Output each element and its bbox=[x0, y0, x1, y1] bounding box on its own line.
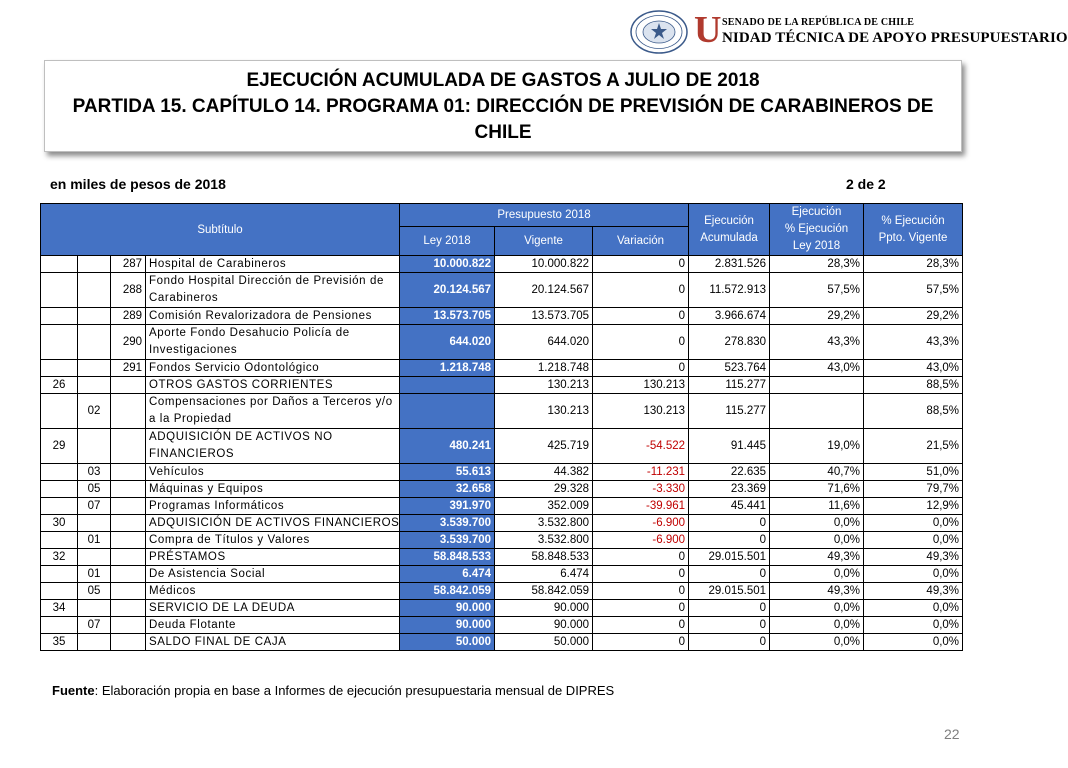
table-row bbox=[41, 308, 963, 325]
ley-cell: 58.848.533 bbox=[400, 549, 495, 566]
subtitulo-cell: 26 bbox=[41, 377, 78, 394]
subtitulo-cell bbox=[41, 617, 78, 634]
ejecucion-cell: 45.441 bbox=[689, 498, 770, 515]
page-indicator: 2 de 2 bbox=[846, 176, 886, 192]
pct-vigente-cell: 29,2% bbox=[864, 308, 963, 325]
header-pct-ley bbox=[770, 204, 864, 256]
item-cell: 07 bbox=[78, 498, 111, 515]
ley-cell: 391.970 bbox=[400, 498, 495, 515]
header-ejec-acum-line2: Acumulada bbox=[700, 231, 758, 244]
vigente-cell: 58.842.059 bbox=[495, 583, 593, 600]
pct-ley-cell: 49,3% bbox=[770, 549, 864, 566]
pct-vigente-cell: 49,3% bbox=[864, 549, 963, 566]
variacion-cell: 0 bbox=[593, 360, 689, 377]
header-variacion: Variación bbox=[593, 226, 689, 255]
ley-cell: 3.539.700 bbox=[400, 515, 495, 532]
ley-cell: 480.241 bbox=[400, 429, 495, 464]
header-pct-vig-line1: % Ejecución bbox=[881, 214, 945, 227]
table-row bbox=[41, 498, 963, 515]
ejecucion-cell: 0 bbox=[689, 515, 770, 532]
pct-ley-cell: 11,6% bbox=[770, 498, 864, 515]
description-cell: ADQUISICIÓN DE ACTIVOS FINANCIEROS bbox=[146, 515, 400, 532]
pct-vigente-cell: 51,0% bbox=[864, 464, 963, 481]
pct-ley-cell bbox=[770, 377, 864, 394]
pct-vigente-cell: 0,0% bbox=[864, 600, 963, 617]
item-cell bbox=[78, 325, 111, 360]
description-cell: Máquinas y Equipos bbox=[146, 481, 400, 498]
vigente-cell: 90.000 bbox=[495, 600, 593, 617]
table-row bbox=[41, 394, 963, 429]
asignacion-cell: 287 bbox=[111, 256, 146, 273]
vigente-cell: 50.000 bbox=[495, 634, 593, 651]
subtitulo-cell bbox=[41, 481, 78, 498]
subtitulo-cell bbox=[41, 583, 78, 600]
pct-vigente-cell: 0,0% bbox=[864, 617, 963, 634]
asignacion-cell bbox=[111, 532, 146, 549]
table-row bbox=[41, 464, 963, 481]
variacion-cell: 0 bbox=[593, 256, 689, 273]
table-row bbox=[41, 360, 963, 377]
item-cell bbox=[78, 429, 111, 464]
item-cell: 05 bbox=[78, 583, 111, 600]
table-row bbox=[41, 617, 963, 634]
ley-cell: 55.613 bbox=[400, 464, 495, 481]
table-row bbox=[41, 515, 963, 532]
source-text: : Elaboración propia en base a Informes de ejecución presupuestaria mensual de DIPRES bbox=[94, 683, 615, 698]
vigente-cell: 6.474 bbox=[495, 566, 593, 583]
ley-cell: 50.000 bbox=[400, 634, 495, 651]
asignacion-cell bbox=[111, 515, 146, 532]
asignacion-cell bbox=[111, 481, 146, 498]
table-row bbox=[41, 566, 963, 583]
vigente-cell: 352.009 bbox=[495, 498, 593, 515]
asignacion-cell bbox=[111, 464, 146, 481]
table-row bbox=[41, 634, 963, 651]
subtitulo-cell: 35 bbox=[41, 634, 78, 651]
description-cell: OTROS GASTOS CORRIENTES bbox=[146, 377, 400, 394]
vigente-cell: 425.719 bbox=[495, 429, 593, 464]
slide-number: 22 bbox=[944, 726, 960, 742]
ley-cell: 58.842.059 bbox=[400, 583, 495, 600]
variacion-cell: 0 bbox=[593, 600, 689, 617]
subtitulo-cell bbox=[41, 464, 78, 481]
subtitulo-cell bbox=[41, 566, 78, 583]
item-cell: 01 bbox=[78, 532, 111, 549]
subtitulo-cell bbox=[41, 308, 78, 325]
subtitulo-cell bbox=[41, 532, 78, 549]
variacion-cell: -54.522 bbox=[593, 429, 689, 464]
ley-cell: 90.000 bbox=[400, 600, 495, 617]
table-row bbox=[41, 583, 963, 600]
pct-vigente-cell: 21,5% bbox=[864, 429, 963, 464]
item-cell bbox=[78, 515, 111, 532]
title-line-2: PARTIDA 15. CAPÍTULO 14. PROGRAMA 01: DIRECCIÓN DE PREVISIÓN DE CARABINEROS DE bbox=[72, 96, 934, 117]
ley-cell: 90.000 bbox=[400, 617, 495, 634]
variacion-cell: -11.231 bbox=[593, 464, 689, 481]
vigente-cell: 58.848.533 bbox=[495, 549, 593, 566]
description-cell: Aporte Fondo Desahucio Policía de Investigaciones bbox=[146, 325, 400, 360]
ejecucion-cell: 0 bbox=[689, 634, 770, 651]
item-cell bbox=[78, 600, 111, 617]
ejecucion-cell: 91.445 bbox=[689, 429, 770, 464]
asignacion-cell bbox=[111, 583, 146, 600]
item-cell: 07 bbox=[78, 617, 111, 634]
header-subtitulo: Subtítulo bbox=[41, 204, 400, 256]
asignacion-cell bbox=[111, 600, 146, 617]
description-cell: Hospital de Carabineros bbox=[146, 256, 400, 273]
subtitulo-cell bbox=[41, 498, 78, 515]
pct-ley-cell: 0,0% bbox=[770, 617, 864, 634]
header-presupuesto: Presupuesto 2018 bbox=[400, 204, 689, 227]
ley-cell: 1.218.748 bbox=[400, 360, 495, 377]
vigente-cell: 3.532.800 bbox=[495, 532, 593, 549]
ley-cell: 6.474 bbox=[400, 566, 495, 583]
asignacion-cell: 291 bbox=[111, 360, 146, 377]
header-ejecucion-acumulada bbox=[689, 204, 770, 256]
pct-vigente-cell: 57,5% bbox=[864, 273, 963, 308]
table-row bbox=[41, 256, 963, 273]
ejecucion-cell: 115.277 bbox=[689, 394, 770, 429]
description-cell: ADQUISICIÓN DE ACTIVOS NO FINANCIEROS bbox=[146, 429, 400, 464]
variacion-cell: -39.961 bbox=[593, 498, 689, 515]
asignacion-cell: 288 bbox=[111, 273, 146, 308]
item-cell: 05 bbox=[78, 481, 111, 498]
vigente-cell: 10.000.822 bbox=[495, 256, 593, 273]
pct-ley-cell: 0,0% bbox=[770, 532, 864, 549]
variacion-cell: 0 bbox=[593, 583, 689, 600]
ley-cell: 644.020 bbox=[400, 325, 495, 360]
vigente-cell: 90.000 bbox=[495, 617, 593, 634]
description-cell: Vehículos bbox=[146, 464, 400, 481]
pct-vigente-cell: 88,5% bbox=[864, 377, 963, 394]
table-row bbox=[41, 273, 963, 308]
pct-ley-cell: 57,5% bbox=[770, 273, 864, 308]
ejecucion-cell: 0 bbox=[689, 617, 770, 634]
vigente-cell: 130.213 bbox=[495, 394, 593, 429]
description-cell: Fondos Servicio Odontológico bbox=[146, 360, 400, 377]
ejecucion-cell: 2.831.526 bbox=[689, 256, 770, 273]
ejecucion-cell: 23.369 bbox=[689, 481, 770, 498]
variacion-cell: -6.900 bbox=[593, 532, 689, 549]
pct-ley-cell: 0,0% bbox=[770, 515, 864, 532]
header-pct-ley-line3: Ley 2018 bbox=[792, 240, 841, 252]
brand-unit-text: NIDAD TÉCNICA DE APOYO PRESUPUESTARIO bbox=[722, 30, 1068, 46]
pct-vigente-cell: 43,3% bbox=[864, 325, 963, 360]
subtitulo-cell bbox=[41, 256, 78, 273]
vigente-cell: 130.213 bbox=[495, 377, 593, 394]
vigente-cell: 20.124.567 bbox=[495, 273, 593, 308]
asignacion-cell bbox=[111, 394, 146, 429]
table-row bbox=[41, 532, 963, 549]
vigente-cell: 644.020 bbox=[495, 325, 593, 360]
source-note bbox=[52, 683, 614, 698]
item-cell bbox=[78, 634, 111, 651]
pct-vigente-cell: 79,7% bbox=[864, 481, 963, 498]
variacion-cell: 0 bbox=[593, 566, 689, 583]
ley-cell bbox=[400, 394, 495, 429]
senate-seal-logo bbox=[630, 10, 688, 54]
header-pct-ley-line1: Ejecución bbox=[791, 206, 842, 218]
description-cell: Compra de Títulos y Valores bbox=[146, 532, 400, 549]
pct-vigente-cell: 49,3% bbox=[864, 583, 963, 600]
header-pct-vigente bbox=[864, 204, 963, 256]
ejecucion-cell: 278.830 bbox=[689, 325, 770, 360]
table-row bbox=[41, 429, 963, 464]
vigente-cell: 13.573.705 bbox=[495, 308, 593, 325]
item-cell: 03 bbox=[78, 464, 111, 481]
ejecucion-cell: 22.635 bbox=[689, 464, 770, 481]
source-label: Fuente bbox=[52, 683, 95, 698]
vigente-cell: 44.382 bbox=[495, 464, 593, 481]
asignacion-cell bbox=[111, 566, 146, 583]
pct-ley-cell: 43,0% bbox=[770, 360, 864, 377]
asignacion-cell bbox=[111, 634, 146, 651]
pct-ley-cell: 0,0% bbox=[770, 600, 864, 617]
header-ejec-acum-line1: Ejecución bbox=[704, 214, 754, 227]
subtitulo-cell bbox=[41, 360, 78, 377]
header-pct-ley-line2: % Ejecución bbox=[784, 223, 849, 235]
title-line-1: EJECUCIÓN ACUMULADA DE GASTOS A JULIO DE 2018 bbox=[246, 70, 760, 91]
vigente-cell: 3.532.800 bbox=[495, 515, 593, 532]
description-cell: Compensaciones por Daños a Terceros y/o a la Propiedad bbox=[146, 394, 400, 429]
ejecucion-cell: 0 bbox=[689, 600, 770, 617]
budget-table-body bbox=[41, 256, 963, 651]
description-cell: Fondo Hospital Dirección de Previsión de Carabineros bbox=[146, 273, 400, 308]
description-cell: Comisión Revalorizadora de Pensiones bbox=[146, 308, 400, 325]
subtitulo-cell: 29 bbox=[41, 429, 78, 464]
asignacion-cell: 290 bbox=[111, 325, 146, 360]
ejecucion-cell: 29.015.501 bbox=[689, 549, 770, 566]
header-vigente: Vigente bbox=[495, 226, 593, 255]
header-ley: Ley 2018 bbox=[400, 226, 495, 255]
subtitulo-cell bbox=[41, 394, 78, 429]
description-cell: PRÉSTAMOS bbox=[146, 549, 400, 566]
item-cell bbox=[78, 273, 111, 308]
pct-ley-cell: 71,6% bbox=[770, 481, 864, 498]
pct-vigente-cell: 43,0% bbox=[864, 360, 963, 377]
title-box bbox=[44, 60, 962, 152]
ejecucion-cell: 0 bbox=[689, 566, 770, 583]
budget-table bbox=[40, 203, 963, 651]
pct-ley-cell: 43,3% bbox=[770, 325, 864, 360]
asignacion-cell bbox=[111, 498, 146, 515]
brand-senate-text: SENADO DE LA REPÚBLICA DE CHILE bbox=[722, 17, 915, 28]
ley-cell: 3.539.700 bbox=[400, 532, 495, 549]
ley-cell: 32.658 bbox=[400, 481, 495, 498]
subtitulo-cell: 32 bbox=[41, 549, 78, 566]
pct-vigente-cell: 0,0% bbox=[864, 566, 963, 583]
variacion-cell: 0 bbox=[593, 325, 689, 360]
subtitulo-cell: 34 bbox=[41, 600, 78, 617]
item-cell bbox=[78, 256, 111, 273]
pct-ley-cell: 28,3% bbox=[770, 256, 864, 273]
ejecucion-cell: 3.966.674 bbox=[689, 308, 770, 325]
pct-ley-cell: 49,3% bbox=[770, 583, 864, 600]
variacion-cell: -6.900 bbox=[593, 515, 689, 532]
pct-vigente-cell: 0,0% bbox=[864, 515, 963, 532]
ley-cell: 13.573.705 bbox=[400, 308, 495, 325]
variacion-cell: 0 bbox=[593, 634, 689, 651]
asignacion-cell bbox=[111, 549, 146, 566]
subtitulo-cell bbox=[41, 273, 78, 308]
ley-cell: 20.124.567 bbox=[400, 273, 495, 308]
variacion-cell: 0 bbox=[593, 308, 689, 325]
title-line-3: CHILE bbox=[474, 122, 532, 143]
variacion-cell: 130.213 bbox=[593, 394, 689, 429]
ejecucion-cell: 11.572.913 bbox=[689, 273, 770, 308]
variacion-cell: 0 bbox=[593, 549, 689, 566]
pct-ley-cell: 29,2% bbox=[770, 308, 864, 325]
table-row bbox=[41, 325, 963, 360]
ejecucion-cell: 115.277 bbox=[689, 377, 770, 394]
ley-cell: 10.000.822 bbox=[400, 256, 495, 273]
table-row bbox=[41, 600, 963, 617]
header-pct-vig-line2: Ppto. Vigente bbox=[878, 231, 948, 244]
pct-ley-cell: 0,0% bbox=[770, 566, 864, 583]
item-cell: 01 bbox=[78, 566, 111, 583]
pct-ley-cell: 0,0% bbox=[770, 634, 864, 651]
description-cell: Médicos bbox=[146, 583, 400, 600]
pct-vigente-cell: 88,5% bbox=[864, 394, 963, 429]
vigente-cell: 29.328 bbox=[495, 481, 593, 498]
ejecucion-cell: 0 bbox=[689, 532, 770, 549]
table-row bbox=[41, 481, 963, 498]
pct-vigente-cell: 0,0% bbox=[864, 634, 963, 651]
description-cell: SALDO FINAL DE CAJA bbox=[146, 634, 400, 651]
description-cell: De Asistencia Social bbox=[146, 566, 400, 583]
pct-ley-cell bbox=[770, 394, 864, 429]
variacion-cell: 0 bbox=[593, 617, 689, 634]
asignacion-cell bbox=[111, 617, 146, 634]
ejecucion-cell: 523.764 bbox=[689, 360, 770, 377]
brand-letter: U bbox=[694, 9, 722, 51]
table-row bbox=[41, 549, 963, 566]
item-cell bbox=[78, 377, 111, 394]
item-cell bbox=[78, 549, 111, 566]
description-cell: Programas Informáticos bbox=[146, 498, 400, 515]
variacion-cell: -3.330 bbox=[593, 481, 689, 498]
ley-cell bbox=[400, 377, 495, 394]
pct-ley-cell: 40,7% bbox=[770, 464, 864, 481]
variacion-cell: 0 bbox=[593, 273, 689, 308]
item-cell bbox=[78, 308, 111, 325]
pct-ley-cell: 19,0% bbox=[770, 429, 864, 464]
description-cell: SERVICIO DE LA DEUDA bbox=[146, 600, 400, 617]
item-cell: 02 bbox=[78, 394, 111, 429]
subtitulo-cell bbox=[41, 325, 78, 360]
units-label: en miles de pesos de 2018 bbox=[50, 176, 226, 192]
pct-vigente-cell: 28,3% bbox=[864, 256, 963, 273]
description-cell: Deuda Flotante bbox=[146, 617, 400, 634]
asignacion-cell bbox=[111, 429, 146, 464]
asignacion-cell: 289 bbox=[111, 308, 146, 325]
subtitulo-cell: 30 bbox=[41, 515, 78, 532]
ejecucion-cell: 29.015.501 bbox=[689, 583, 770, 600]
item-cell bbox=[78, 360, 111, 377]
vigente-cell: 1.218.748 bbox=[495, 360, 593, 377]
pct-vigente-cell: 12,9% bbox=[864, 498, 963, 515]
pct-vigente-cell: 0,0% bbox=[864, 532, 963, 549]
asignacion-cell bbox=[111, 377, 146, 394]
variacion-cell: 130.213 bbox=[593, 377, 689, 394]
table-row bbox=[41, 377, 963, 394]
